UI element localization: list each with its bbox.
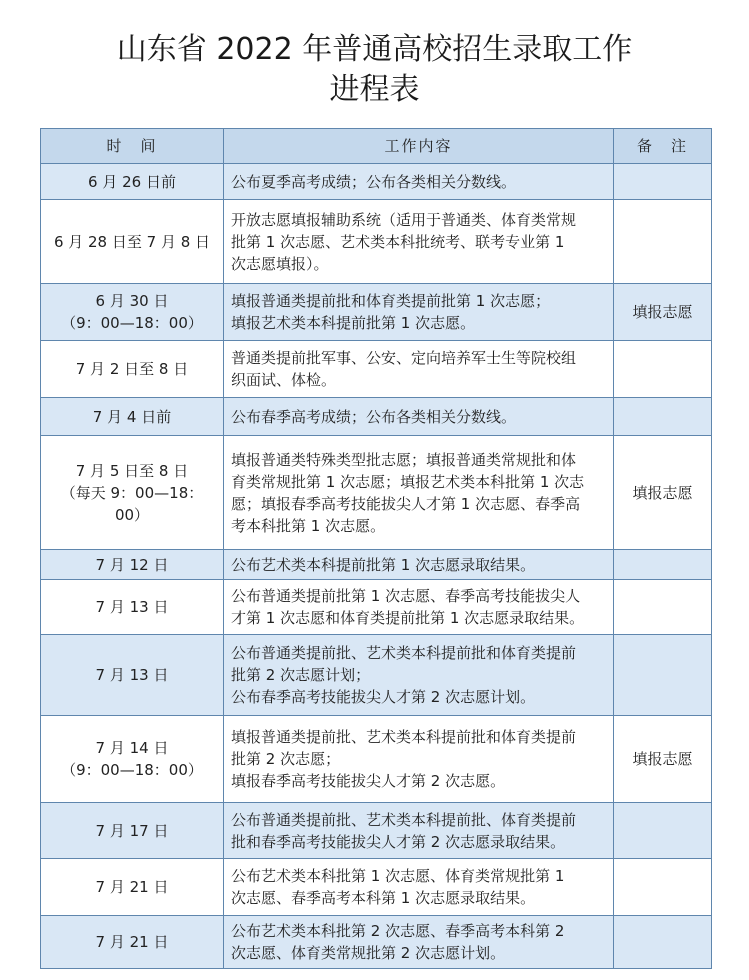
page-title bbox=[0, 30, 749, 110]
table-row bbox=[41, 398, 712, 436]
content-cell bbox=[224, 803, 614, 859]
note-cell: 填报志愿 bbox=[614, 436, 712, 550]
content-line: 次志愿填报）。 bbox=[231, 254, 329, 273]
note-cell bbox=[614, 341, 712, 398]
note-cell bbox=[614, 803, 712, 859]
time-cell bbox=[41, 916, 224, 969]
time-cell bbox=[41, 803, 224, 859]
content-line: 愿；填报春季高考技能拔尖人才第 1 次志愿、春季高 bbox=[231, 494, 581, 513]
time-line: 6 月 30 日 bbox=[95, 292, 169, 310]
page-title-line-2: 进程表 bbox=[329, 72, 420, 107]
page-title-line-1: 山东省 2022 年普通高校招生录取工作 bbox=[116, 32, 633, 67]
time-cell bbox=[41, 550, 224, 580]
time-line: 7 月 13 日 bbox=[95, 666, 169, 684]
header-note: 备 注 bbox=[614, 129, 712, 164]
content-line: 批第 2 次志愿； bbox=[231, 750, 341, 768]
content-line: 织面试、体检。 bbox=[231, 371, 337, 389]
time-line: 7 月 13 日 bbox=[95, 598, 169, 616]
content-line: 公布艺术类本科批第 2 次志愿、春季高考本科第 2 bbox=[231, 922, 565, 940]
content-line: 批第 2 次志愿计划； bbox=[231, 666, 371, 684]
content-line: 填报普通类特殊类型批志愿；填报普通类常规批和体 bbox=[231, 450, 577, 469]
content-line: 填报普通类提前批和体育类提前批第 1 次志愿； bbox=[231, 292, 551, 310]
content-cell bbox=[224, 200, 614, 284]
time-cell bbox=[41, 164, 224, 200]
content-cell bbox=[224, 398, 614, 436]
content-line: 普通类提前批军事、公安、定向培养军士生等院校组 bbox=[231, 349, 577, 367]
time-line: 7 月 21 日 bbox=[95, 878, 169, 896]
content-line: 填报春季高考技能拔尖人才第 2 次志愿。 bbox=[231, 772, 506, 790]
time-line: （9：00—18：00） bbox=[61, 314, 203, 332]
note-cell: 填报志愿 bbox=[614, 716, 712, 803]
time-line: 7 月 21 日 bbox=[95, 933, 169, 951]
content-cell bbox=[224, 916, 614, 969]
content-cell bbox=[224, 635, 614, 716]
time-line: 6 月 28 日至 7 月 8 日 bbox=[53, 232, 211, 251]
table-row bbox=[41, 341, 712, 398]
time-line: （每天 9：00—18：00） bbox=[60, 483, 204, 524]
table-body bbox=[41, 164, 712, 969]
time-line: 7 月 17 日 bbox=[95, 821, 169, 840]
table-row bbox=[41, 550, 712, 580]
note-cell bbox=[614, 580, 712, 635]
table-row bbox=[41, 803, 712, 859]
content-cell bbox=[224, 164, 614, 200]
time-line: 7 月 4 日前 bbox=[92, 407, 172, 426]
content-line: 公布艺术类本科提前批第 1 次志愿录取结果。 bbox=[231, 555, 536, 574]
content-line: 次志愿、春季高考本科第 1 次志愿录取结果。 bbox=[231, 889, 536, 907]
table-row bbox=[41, 580, 712, 635]
table-row bbox=[41, 200, 712, 284]
note-cell bbox=[614, 550, 712, 580]
content-line: 公布夏季高考成绩；公布各类相关分数线。 bbox=[231, 172, 517, 191]
content-line: 公布普通类提前批第 1 次志愿、春季高考技能拔尖人 bbox=[231, 587, 581, 605]
content-line: 公布艺术类本科批第 1 次志愿、体育类常规批第 1 bbox=[231, 867, 565, 885]
content-line: 开放志愿填报辅助系统（适用于普通类、体育类常规 bbox=[231, 210, 577, 229]
content-line: 育类常规批第 1 次志愿；填报艺术类本科批第 1 次志 bbox=[231, 472, 585, 491]
time-line: （9：00—18：00） bbox=[61, 761, 203, 779]
content-line: 批和春季高考技能拔尖人才第 2 次志愿录取结果。 bbox=[231, 832, 566, 851]
content-line: 公布普通类提前批、艺术类本科提前批、体育类提前 bbox=[231, 810, 577, 829]
content-cell bbox=[224, 716, 614, 803]
time-cell bbox=[41, 200, 224, 284]
note-cell bbox=[614, 635, 712, 716]
header-content: 工作内容 bbox=[224, 129, 614, 164]
time-line: 7 月 5 日至 8 日 bbox=[75, 461, 189, 480]
note-cell bbox=[614, 164, 712, 200]
time-cell bbox=[41, 341, 224, 398]
note-cell bbox=[614, 200, 712, 284]
time-line: 6 月 26 日前 bbox=[88, 172, 176, 191]
content-cell bbox=[224, 550, 614, 580]
note-cell: 填报志愿 bbox=[614, 284, 712, 341]
table-row bbox=[41, 859, 712, 916]
time-line: 7 月 12 日 bbox=[95, 555, 169, 574]
time-cell bbox=[41, 284, 224, 341]
content-cell bbox=[224, 436, 614, 550]
content-line: 公布春季高考技能拔尖人才第 2 次志愿计划。 bbox=[231, 688, 536, 706]
note-cell bbox=[614, 916, 712, 969]
time-cell bbox=[41, 716, 224, 803]
time-cell bbox=[41, 635, 224, 716]
time-cell bbox=[41, 436, 224, 550]
table-row bbox=[41, 635, 712, 716]
content-line: 次志愿、体育类常规批第 2 次志愿计划。 bbox=[231, 944, 506, 962]
table-row bbox=[41, 164, 712, 200]
table-row bbox=[41, 284, 712, 341]
time-cell bbox=[41, 580, 224, 635]
content-cell bbox=[224, 341, 614, 398]
content-line: 才第 1 次志愿和体育类提前批第 1 次志愿录取结果。 bbox=[231, 609, 585, 627]
table-row bbox=[41, 716, 712, 803]
note-cell bbox=[614, 859, 712, 916]
time-cell bbox=[41, 859, 224, 916]
content-line: 公布普通类提前批、艺术类本科提前批和体育类提前 bbox=[231, 644, 577, 662]
content-line: 填报艺术类本科提前批第 1 次志愿。 bbox=[231, 314, 476, 332]
content-line: 填报普通类提前批、艺术类本科提前批和体育类提前 bbox=[231, 728, 577, 746]
schedule-table bbox=[40, 128, 712, 969]
content-line: 考本科批第 1 次志愿。 bbox=[231, 516, 386, 535]
content-cell bbox=[224, 859, 614, 916]
header-time: 时 间 bbox=[41, 129, 224, 164]
content-line: 公布春季高考成绩；公布各类相关分数线。 bbox=[231, 407, 517, 426]
time-line: 7 月 14 日 bbox=[95, 739, 169, 757]
table-row bbox=[41, 436, 712, 550]
time-line: 7 月 2 日至 8 日 bbox=[75, 360, 189, 378]
table-header-row bbox=[41, 129, 712, 164]
table-row bbox=[41, 916, 712, 969]
content-cell bbox=[224, 580, 614, 635]
time-cell bbox=[41, 398, 224, 436]
content-line: 批第 1 次志愿、艺术类本科批统考、联考专业第 1 bbox=[231, 232, 565, 251]
content-cell bbox=[224, 284, 614, 341]
note-cell bbox=[614, 398, 712, 436]
